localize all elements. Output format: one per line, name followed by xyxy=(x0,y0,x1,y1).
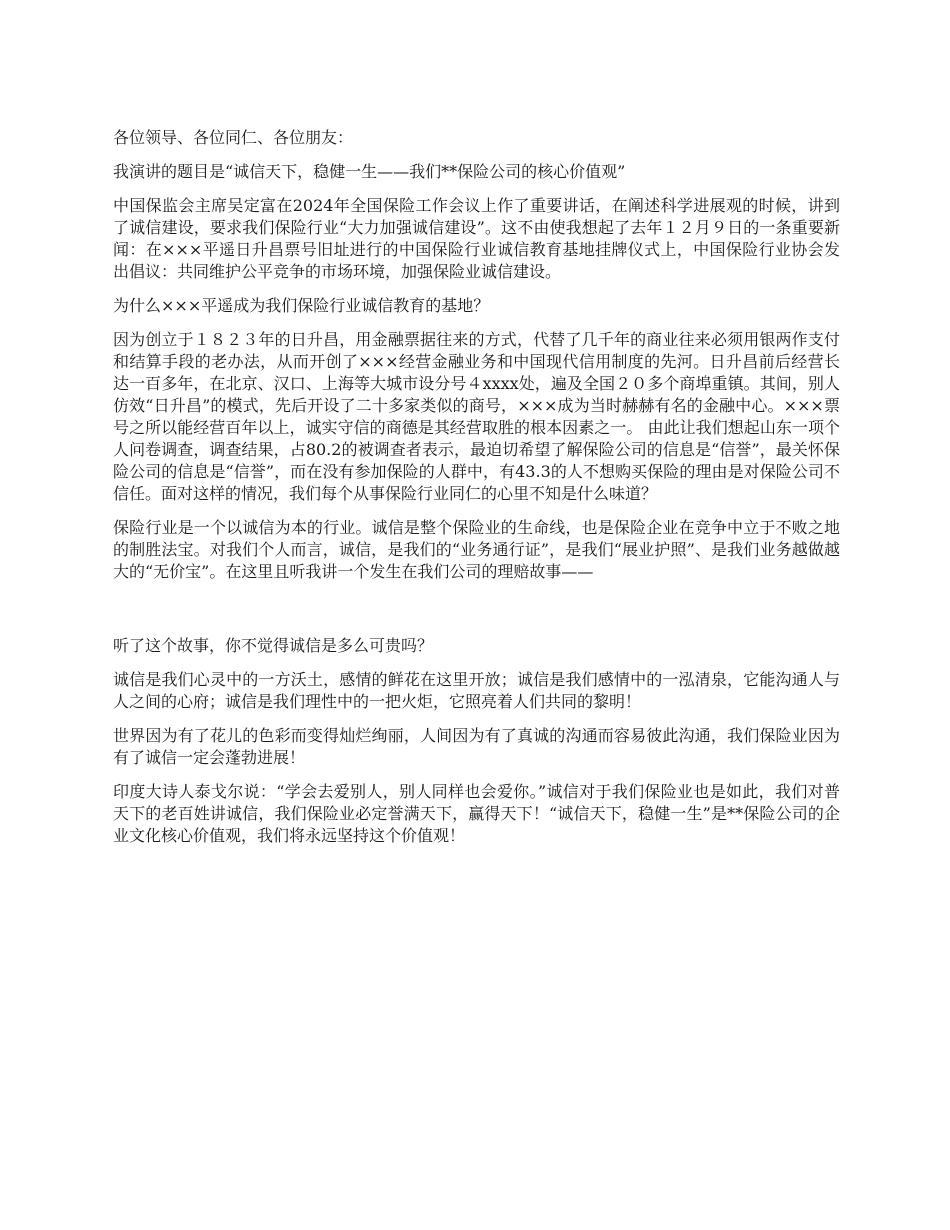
paragraph: 保险行业是一个以诚信为本的行业。诚信是整个保险业的生命线，也是保险企业在竞争中立于不败之地的制胜法宝。对我们个人而言，诚信，是我们的“业务通行证”，是我们“展业护照”、是我们业务越做越大的“无价宝”。在这里且听我讲一个发生在我们公司的理赔故事—— xyxy=(113,518,840,581)
paragraph: 诚信是我们心灵中的一方沃土，感情的鲜花在这里开放；诚信是我们感情中的一泓清泉，它能沟通人与人之间的心府；诚信是我们理性中的一把火炬，它照亮着人们共同的黎明！ xyxy=(113,670,840,711)
closing-paragraph: 印度大诗人泰戈尔说：“学会去爱别人，别人同样也会爱你。”诚信对于我们保险业也是如此，我们对普天下的老百姓讲诚信，我们保险业必定誉满天下，赢得天下！“诚信天下，稳健一生”是**保险公司的企业文化核心价值观，我们将永远坚持这个价值观！ xyxy=(113,782,840,845)
paragraph: 因为创立于１８２３年的日升昌，用金融票据往来的方式，代替了几千年的商业往来必须用银两作支付和结算手段的老办法，从而开创了×××经营金融业务和中国现代信用制度的先河。日升昌前后经营长达一百多年，在北京、汉口、上海等大城市设分号４xxxx处，遍及全国２０多个商埠重镇。其间，别人仿效“日升昌”的模式，先后开设了二十多家类似的商号，×××成为当时赫赫有名的金融中心。×××票号之所以能经营百年以上，诚实守信的商德是其经营取胜的根本因素之一。 由此让我们想起山东一项个人问卷调查，调查结果，占80.2的被调查者表示，最迫切希望了解保险公司的信息是“信誉”，最关怀保险公司的信息是“信誉”，而在没有参加保险的人群中，有43.3的人不想购买保险的理由是对保险公司不信任。面对这样的情况，我们每个从事保险行业同仁的心里不知是什么味道？ xyxy=(113,330,840,503)
document-body xyxy=(113,127,840,859)
paragraph: 中国保监会主席吴定富在2024年全国保险工作会议上作了重要讲话，在阐述科学进展观的时候，讲到了诚信建设，要求我们保险行业“大力加强诚信建设”。这不由使我想起了去年１２月９日的一条重要新闻：在×××平遥日升昌票号旧址进行的中国保险行业诚信教育基地挂牌仪式上，中国保险行业协会发出倡议：共同维护公平竞争的市场环境，加强保险业诚信建设。 xyxy=(113,196,840,281)
speech-title-paragraph: 我演讲的题目是“诚信天下，稳健一生——我们**保险公司的核心价值观” xyxy=(113,162,626,181)
paragraph: 世界因为有了花儿的色彩而变得灿烂绚丽，人间因为有了真诚的沟通而容易彼此沟通，我们保险业因为有了诚信一定会蓬勃进展！ xyxy=(113,726,840,767)
paragraph: 为什么×××平遥成为我们保险行业诚信教育的基地？ xyxy=(113,296,490,315)
paragraph: 听了这个故事，你不觉得诚信是多么可贵吗？ xyxy=(113,636,434,655)
salutation: 各位领导、各位同仁、各位朋友： xyxy=(113,128,354,147)
blank-space xyxy=(113,595,840,635)
